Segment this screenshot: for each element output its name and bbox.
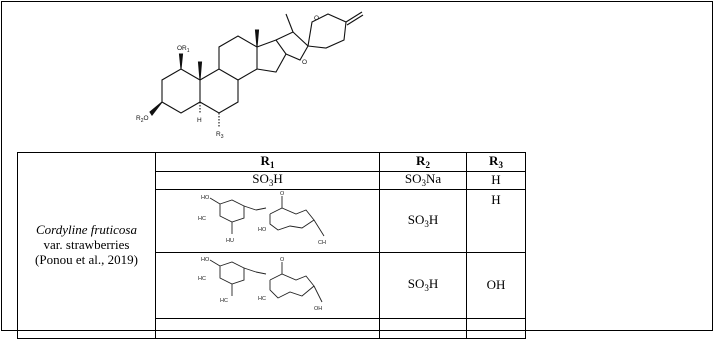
row3-r2: $SO_3H$	[380, 253, 467, 319]
header-r3: $R_3$	[467, 153, 526, 172]
source-cell	[18, 153, 156, 339]
row2-r1-sugar	[156, 190, 380, 253]
r3-label: $R_3$	[216, 131, 224, 140]
row2-r2: $SO_3H$	[380, 190, 467, 253]
svg-text:HC: HC	[257, 295, 266, 302]
disaccharide-structure-2	[198, 254, 338, 314]
row3-r3: OH	[467, 253, 526, 319]
row2-r3: H	[467, 190, 526, 253]
svg-text:HC: HC	[219, 297, 228, 304]
svg-text:HO: HO	[200, 256, 209, 263]
svg-text:HO: HO	[257, 227, 266, 234]
svg-text:HC: HC	[197, 216, 206, 223]
variety-name: var. strawberries	[43, 237, 130, 253]
row1-r2: $SO_3Na$	[380, 172, 467, 190]
row3-r1-sugar	[156, 253, 380, 319]
svg-text:OH: OH	[313, 305, 322, 312]
r-group-table	[17, 152, 526, 339]
h-label: H	[197, 117, 202, 124]
pyran-o-label: O	[314, 15, 320, 22]
row1-r1: $SO_3H$	[156, 172, 380, 190]
svg-text:CH: CH	[317, 240, 326, 247]
r2o-label: $R_2O$	[136, 115, 149, 124]
svg-text:HU: HU	[225, 238, 234, 245]
species-name: Cordyline fruticosa	[36, 222, 137, 238]
row4-r1	[156, 319, 380, 339]
svg-text:HC: HC	[197, 275, 206, 282]
svg-text:O: O	[279, 191, 284, 198]
header-r2: $R_2$	[380, 153, 467, 172]
furan-o-label: O	[302, 59, 308, 66]
svg-text:O: O	[279, 256, 284, 263]
row1-r3: H	[467, 172, 526, 190]
row4-r2	[380, 319, 467, 339]
header-r1: $R_1$	[156, 153, 380, 172]
svg-text:HO: HO	[200, 195, 209, 202]
citation: (Ponou et al., 2019)	[35, 251, 138, 267]
or1-label: $OR_1$	[177, 45, 190, 54]
steroid-structure-diagram	[136, 2, 440, 150]
row4-r3	[467, 319, 526, 339]
disaccharide-structure	[198, 190, 338, 248]
